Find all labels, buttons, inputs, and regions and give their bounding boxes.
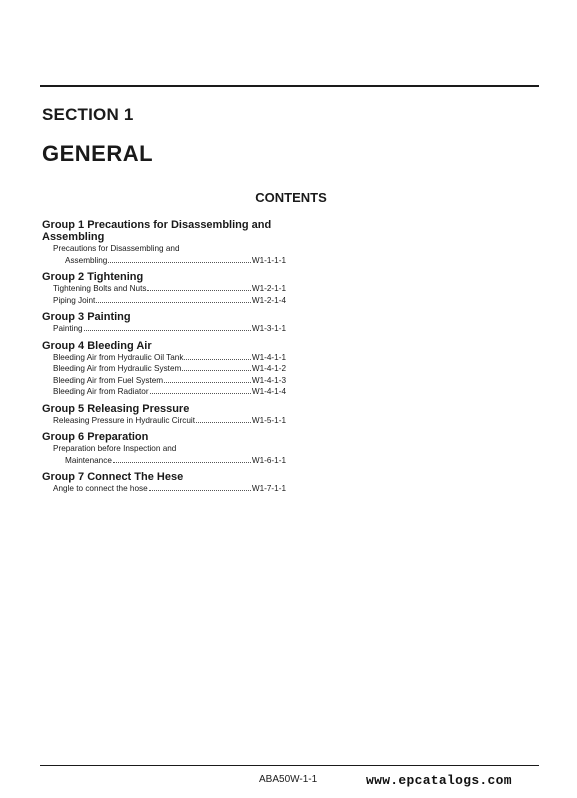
page-reference: W1-4-1-4 (251, 387, 286, 396)
dot-leader (113, 461, 251, 463)
dot-leader (96, 301, 251, 303)
toc-group-2 (42, 271, 286, 306)
toc-entry-label: Tightening Bolts and Nuts (53, 284, 147, 293)
toc-entry[interactable] (42, 415, 286, 427)
page-footer-code: ABA50W-1-1 (259, 774, 318, 785)
page-reference: W1-2-1-1 (251, 284, 286, 293)
dot-leader (108, 261, 251, 263)
dot-leader (150, 392, 251, 394)
toc-entry-label: Bleeding Air from Radiator (53, 387, 149, 396)
page-reference: W1-4-1-3 (251, 375, 286, 385)
group-title: Group 6 Preparation (42, 431, 149, 443)
toc-entry[interactable] (42, 483, 286, 495)
group-title: Group 4 Bleeding Air (42, 339, 152, 352)
page-reference: W1-2-1-4 (251, 295, 286, 305)
page-reference: W1-7-1-1 (251, 484, 286, 493)
watermark: www.epcatalogs.com (366, 773, 512, 788)
toc-entry-label: Bleeding Air from Hydraulic Oil Tank (53, 352, 184, 362)
dot-leader (147, 289, 250, 291)
toc-group-6 (42, 431, 286, 466)
toc-entry[interactable] (42, 455, 286, 467)
dot-leader (184, 358, 250, 360)
toc-group-3 (42, 311, 286, 335)
toc-entry[interactable] (42, 375, 286, 387)
page-reference: W1-5-1-1 (251, 415, 286, 425)
group-title: Group 7 Connect The Hese (42, 471, 184, 483)
toc-entry[interactable] (42, 295, 286, 307)
toc-entry-label: Bleeding Air from Hydraulic System (53, 364, 182, 373)
page-reference: W1-1-1-1 (251, 255, 286, 265)
top-rule (40, 85, 539, 87)
dot-leader (149, 489, 251, 491)
toc-entry-label: Assembling (65, 255, 108, 265)
section-title: GENERAL (42, 141, 154, 166)
toc-group-4 (42, 340, 286, 398)
toc-group-1 (42, 219, 286, 266)
group-title: Group 2 Tightening (42, 271, 144, 283)
toc-entry-label: Preparation before Inspection and (53, 444, 177, 453)
toc-entry[interactable] (42, 255, 286, 267)
toc-entry-label: Maintenance (65, 455, 112, 465)
toc-group-5 (42, 403, 286, 427)
toc-entry-label: Angle to connect the hose (53, 484, 148, 493)
toc-entry[interactable] (42, 363, 286, 375)
toc-entry[interactable] (42, 386, 286, 398)
toc-entry[interactable] (42, 323, 286, 335)
table-of-contents (42, 219, 286, 500)
toc-entry[interactable] (42, 352, 286, 364)
page-reference: W1-4-1-1 (251, 352, 286, 362)
group-title: Group 1 Precautions for Disassembling and Assembling (42, 219, 272, 243)
toc-group-7 (42, 471, 286, 495)
toc-entry-label: Painting (53, 324, 83, 333)
page-reference: W1-4-1-2 (251, 364, 286, 373)
dot-leader (196, 421, 251, 423)
section-label: SECTION 1 (42, 105, 134, 124)
group-title: Group 3 Painting (42, 311, 131, 323)
toc-entry-label: Precautions for Disassembling and (53, 244, 180, 253)
page-reference: W1-3-1-1 (251, 324, 286, 333)
dot-leader (182, 369, 251, 371)
toc-entry-label: Bleeding Air from Fuel System (53, 375, 164, 385)
dot-leader (84, 329, 251, 331)
toc-entry-label: Piping Joint (53, 295, 96, 305)
contents-heading: CONTENTS (255, 190, 327, 205)
toc-entry[interactable] (42, 283, 286, 295)
dot-leader (164, 381, 251, 383)
page-reference: W1-6-1-1 (251, 455, 286, 465)
group-title: Group 5 Releasing Pressure (42, 402, 190, 415)
bottom-rule (40, 765, 539, 766)
toc-entry-label: Releasing Pressure in Hydraulic Circuit (53, 415, 195, 425)
